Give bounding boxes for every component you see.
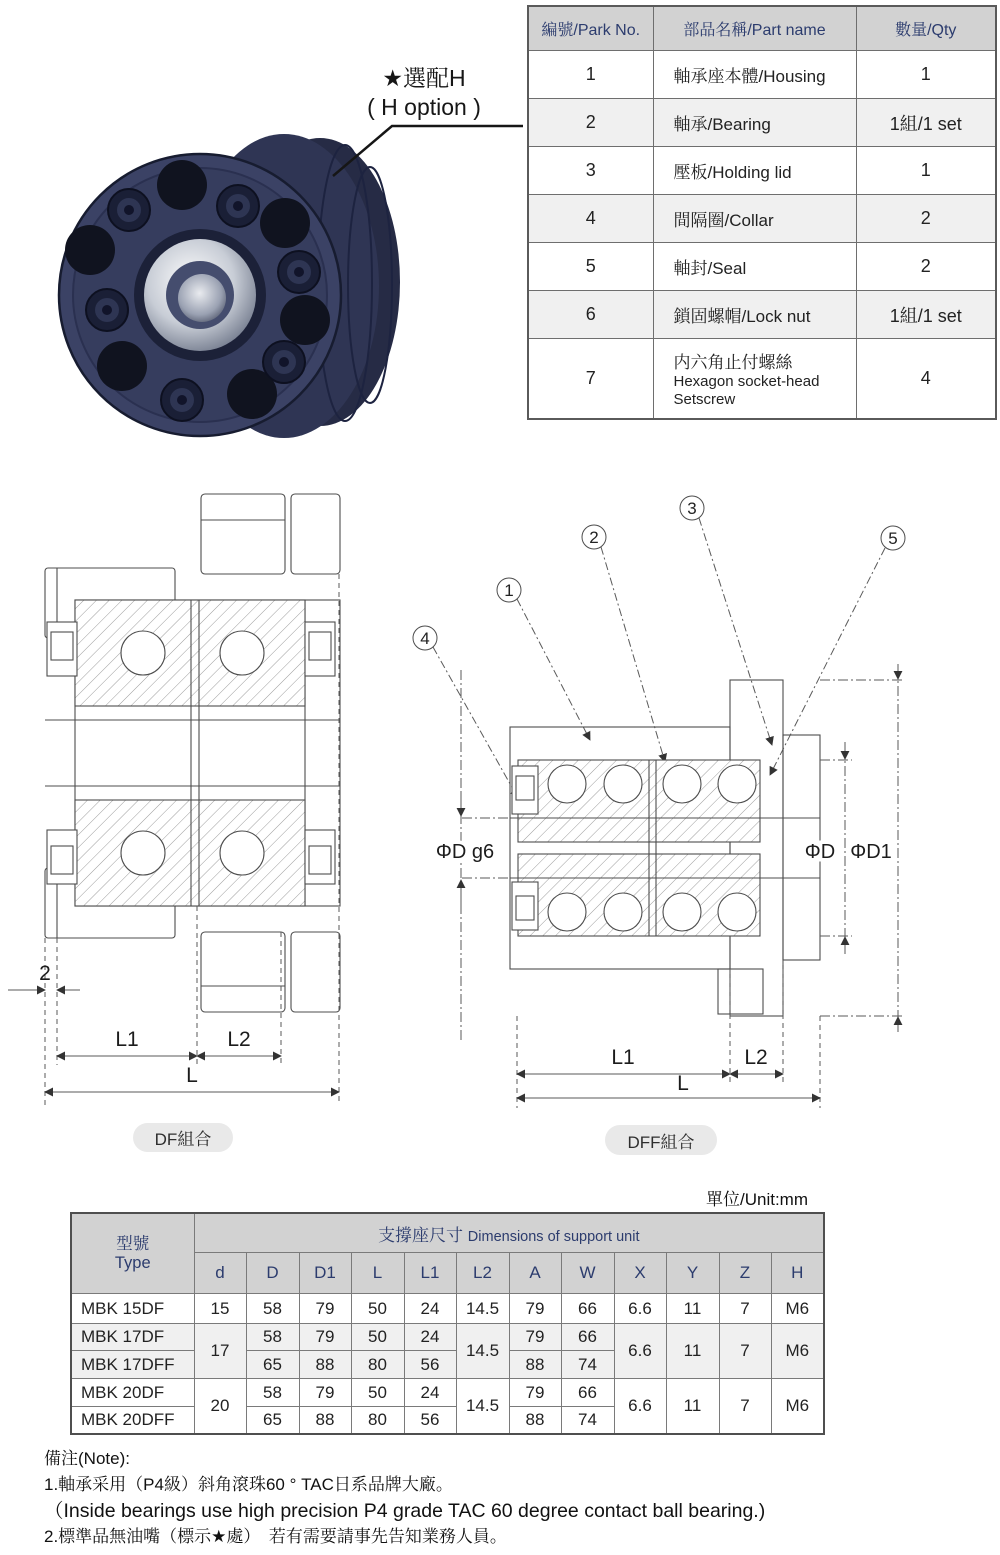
h-option-label [330,64,518,122]
type-header [71,1213,194,1294]
parts-row [528,243,996,291]
part-qty: 1 [856,147,996,195]
dim-Z: 7 [719,1379,771,1434]
balloon-callouts [413,496,905,650]
dim-L: 50 [351,1324,404,1351]
col-D1: D1 [299,1253,351,1294]
part-no: 2 [528,99,653,147]
dim-type: MBK 15DF [71,1294,194,1324]
part-qty: 1組/1 set [856,291,996,339]
dim-L: 80 [351,1407,404,1434]
part-name: 軸承座本體/Housing [653,51,856,99]
dim-W: 66 [561,1324,614,1351]
dim-D: 58 [246,1294,299,1324]
col-X: X [614,1253,666,1294]
dim-D: 65 [246,1407,299,1434]
dim-X: 6.6 [614,1324,666,1379]
dim-L: 50 [351,1294,404,1324]
dim-X: 6.6 [614,1379,666,1434]
df-dim-l2: L2 [227,1028,251,1051]
dim-row-mbk20df [71,1379,824,1407]
balloon-4: 4 [420,629,430,648]
col-H: H [771,1253,824,1294]
dim-L2: 14.5 [456,1294,509,1324]
df-dim-l: L [186,1064,198,1087]
balloon-1: 1 [504,581,514,600]
dim-type: MBK 20DF [71,1379,194,1407]
dim-type: MBK 20DFF [71,1407,194,1434]
parts-row [528,99,996,147]
part-qty: 2 [856,243,996,291]
span-header-en: Dimensions of support unit [467,1228,640,1245]
part-qty: 4 [856,339,996,419]
part-no: 7 [528,339,653,419]
df-assembly-label: DF組合 [133,1123,233,1152]
dim-W: 66 [561,1379,614,1407]
dim-L2: 14.5 [456,1379,509,1434]
dim-Y: 11 [666,1379,719,1434]
part-no: 4 [528,195,653,243]
dim-d: 17 [194,1324,246,1379]
dim-L2: 14.5 [456,1324,509,1379]
dff-dim-flange-dia: ΦD1 [850,841,892,863]
dim-H: M6 [771,1379,824,1434]
df-dim-offset: 2 [39,962,51,985]
span-header-cjk: 支撐座尺寸 [378,1225,464,1245]
dim-A: 79 [509,1294,561,1324]
dim-type: MBK 17DF [71,1324,194,1351]
dim-L1: 24 [404,1379,456,1407]
df-dim-l1: L1 [115,1028,139,1051]
dim-row-mbk15df [71,1294,824,1324]
dim-type: MBK 17DFF [71,1351,194,1379]
dim-L1: 56 [404,1407,456,1434]
h-option-leader-line [330,118,530,188]
dim-d: 15 [194,1294,246,1324]
part-no: 6 [528,291,653,339]
dim-L1: 24 [404,1324,456,1351]
parts-row [528,147,996,195]
parts-header-name: 部品名稱/Part name [653,6,856,51]
part-name: 軸承/Bearing [653,99,856,147]
dim-D1: 79 [299,1379,351,1407]
dim-H: M6 [771,1294,824,1324]
dim-L1: 24 [404,1294,456,1324]
col-d: d [194,1253,246,1294]
dim-A: 88 [509,1407,561,1434]
dim-row-mbk17df [71,1324,824,1351]
parts-row [528,339,996,419]
balloon-5: 5 [888,529,898,548]
dim-Z: 7 [719,1324,771,1379]
dim-L: 80 [351,1351,404,1379]
dim-H: M6 [771,1324,824,1379]
dff-dim-shaft-dia: ΦD g6 [435,841,495,863]
dff-drawing [400,480,1000,1140]
type-header-cjk: 型號 [116,1234,150,1253]
dim-W: 74 [561,1351,614,1379]
h-option-line1: ★選配H [382,65,466,91]
dim-W: 66 [561,1294,614,1324]
dim-D: 58 [246,1379,299,1407]
note-line-1: 1.軸承采用（P4級）斜角滾珠60 ° TAC日系品牌大廠。 [44,1475,453,1494]
col-D: D [246,1253,299,1294]
part-no: 1 [528,51,653,99]
part-no: 3 [528,147,653,195]
parts-header-no: 編號/Park No. [528,6,653,51]
col-A: A [509,1253,561,1294]
balloon-3: 3 [687,499,697,518]
dim-A: 79 [509,1324,561,1351]
dim-D1: 79 [299,1294,351,1324]
h-option-line2: ( H option ) [367,94,481,120]
parts-row [528,291,996,339]
parts-row [528,51,996,99]
dim-D1: 79 [299,1324,351,1351]
part-qty: 1組/1 set [856,99,996,147]
dim-d: 20 [194,1379,246,1434]
part-no: 5 [528,243,653,291]
part-qty: 1 [856,51,996,99]
dff-dim-l1: L1 [611,1046,635,1069]
col-W: W [561,1253,614,1294]
type-header-en: Type [114,1253,151,1272]
dim-Y: 11 [666,1324,719,1379]
balloon-2: 2 [589,528,599,547]
dim-Z: 7 [719,1294,771,1324]
part-name: 鎖固螺帽/Lock nut [653,291,856,339]
note-line-2: （Inside bearings use high precision P4 grade TAC 60 degree contact ball bearing.) [44,1500,766,1522]
dim-D1: 88 [299,1351,351,1379]
part-name: 壓板/Holding lid [653,147,856,195]
part-name-en1: Hexagon socket-head [673,372,820,390]
dim-X: 6.6 [614,1294,666,1324]
parts-header-qty: 數量/Qty [856,6,996,51]
dim-D1: 88 [299,1407,351,1434]
notes-block [44,1446,824,1550]
col-Y: Y [666,1253,719,1294]
col-Z: Z [719,1253,771,1294]
dim-W: 74 [561,1407,614,1434]
parts-header-row [528,6,996,51]
dim-A: 79 [509,1379,561,1407]
dim-A: 88 [509,1351,561,1379]
unit-label: 單位/Unit:mm [706,1190,808,1209]
part-name [653,339,856,419]
df-drawing [0,480,400,1140]
part-qty: 2 [856,195,996,243]
part-name-en2: Setscrew [673,390,736,408]
dff-assembly-label: DFF組合 [605,1125,717,1155]
dim-D: 58 [246,1324,299,1351]
dim-L1: 56 [404,1351,456,1379]
parts-table [527,5,995,420]
dim-D: 65 [246,1351,299,1379]
parts-row [528,195,996,243]
part-name: 間隔圈/Collar [653,195,856,243]
dim-Y: 11 [666,1294,719,1324]
dff-dim-l: L [677,1072,689,1095]
col-L: L [351,1253,404,1294]
part-name: 軸封/Seal [653,243,856,291]
dim-L: 50 [351,1379,404,1407]
col-L1: L1 [404,1253,456,1294]
dimensions-table [70,1212,823,1435]
dff-dim-bore-dia: ΦD [804,841,836,863]
note-line-3: 2.標準品無油嘴（標示★處） 若有需要請事先告知業務人員。 [44,1527,507,1546]
col-L2: L2 [456,1253,509,1294]
part-name-cjk: 内六角止付螺絲 [673,352,793,372]
span-header [194,1213,824,1253]
dff-dim-l2: L2 [744,1046,768,1069]
notes-title: 備注(Note): [44,1449,130,1468]
